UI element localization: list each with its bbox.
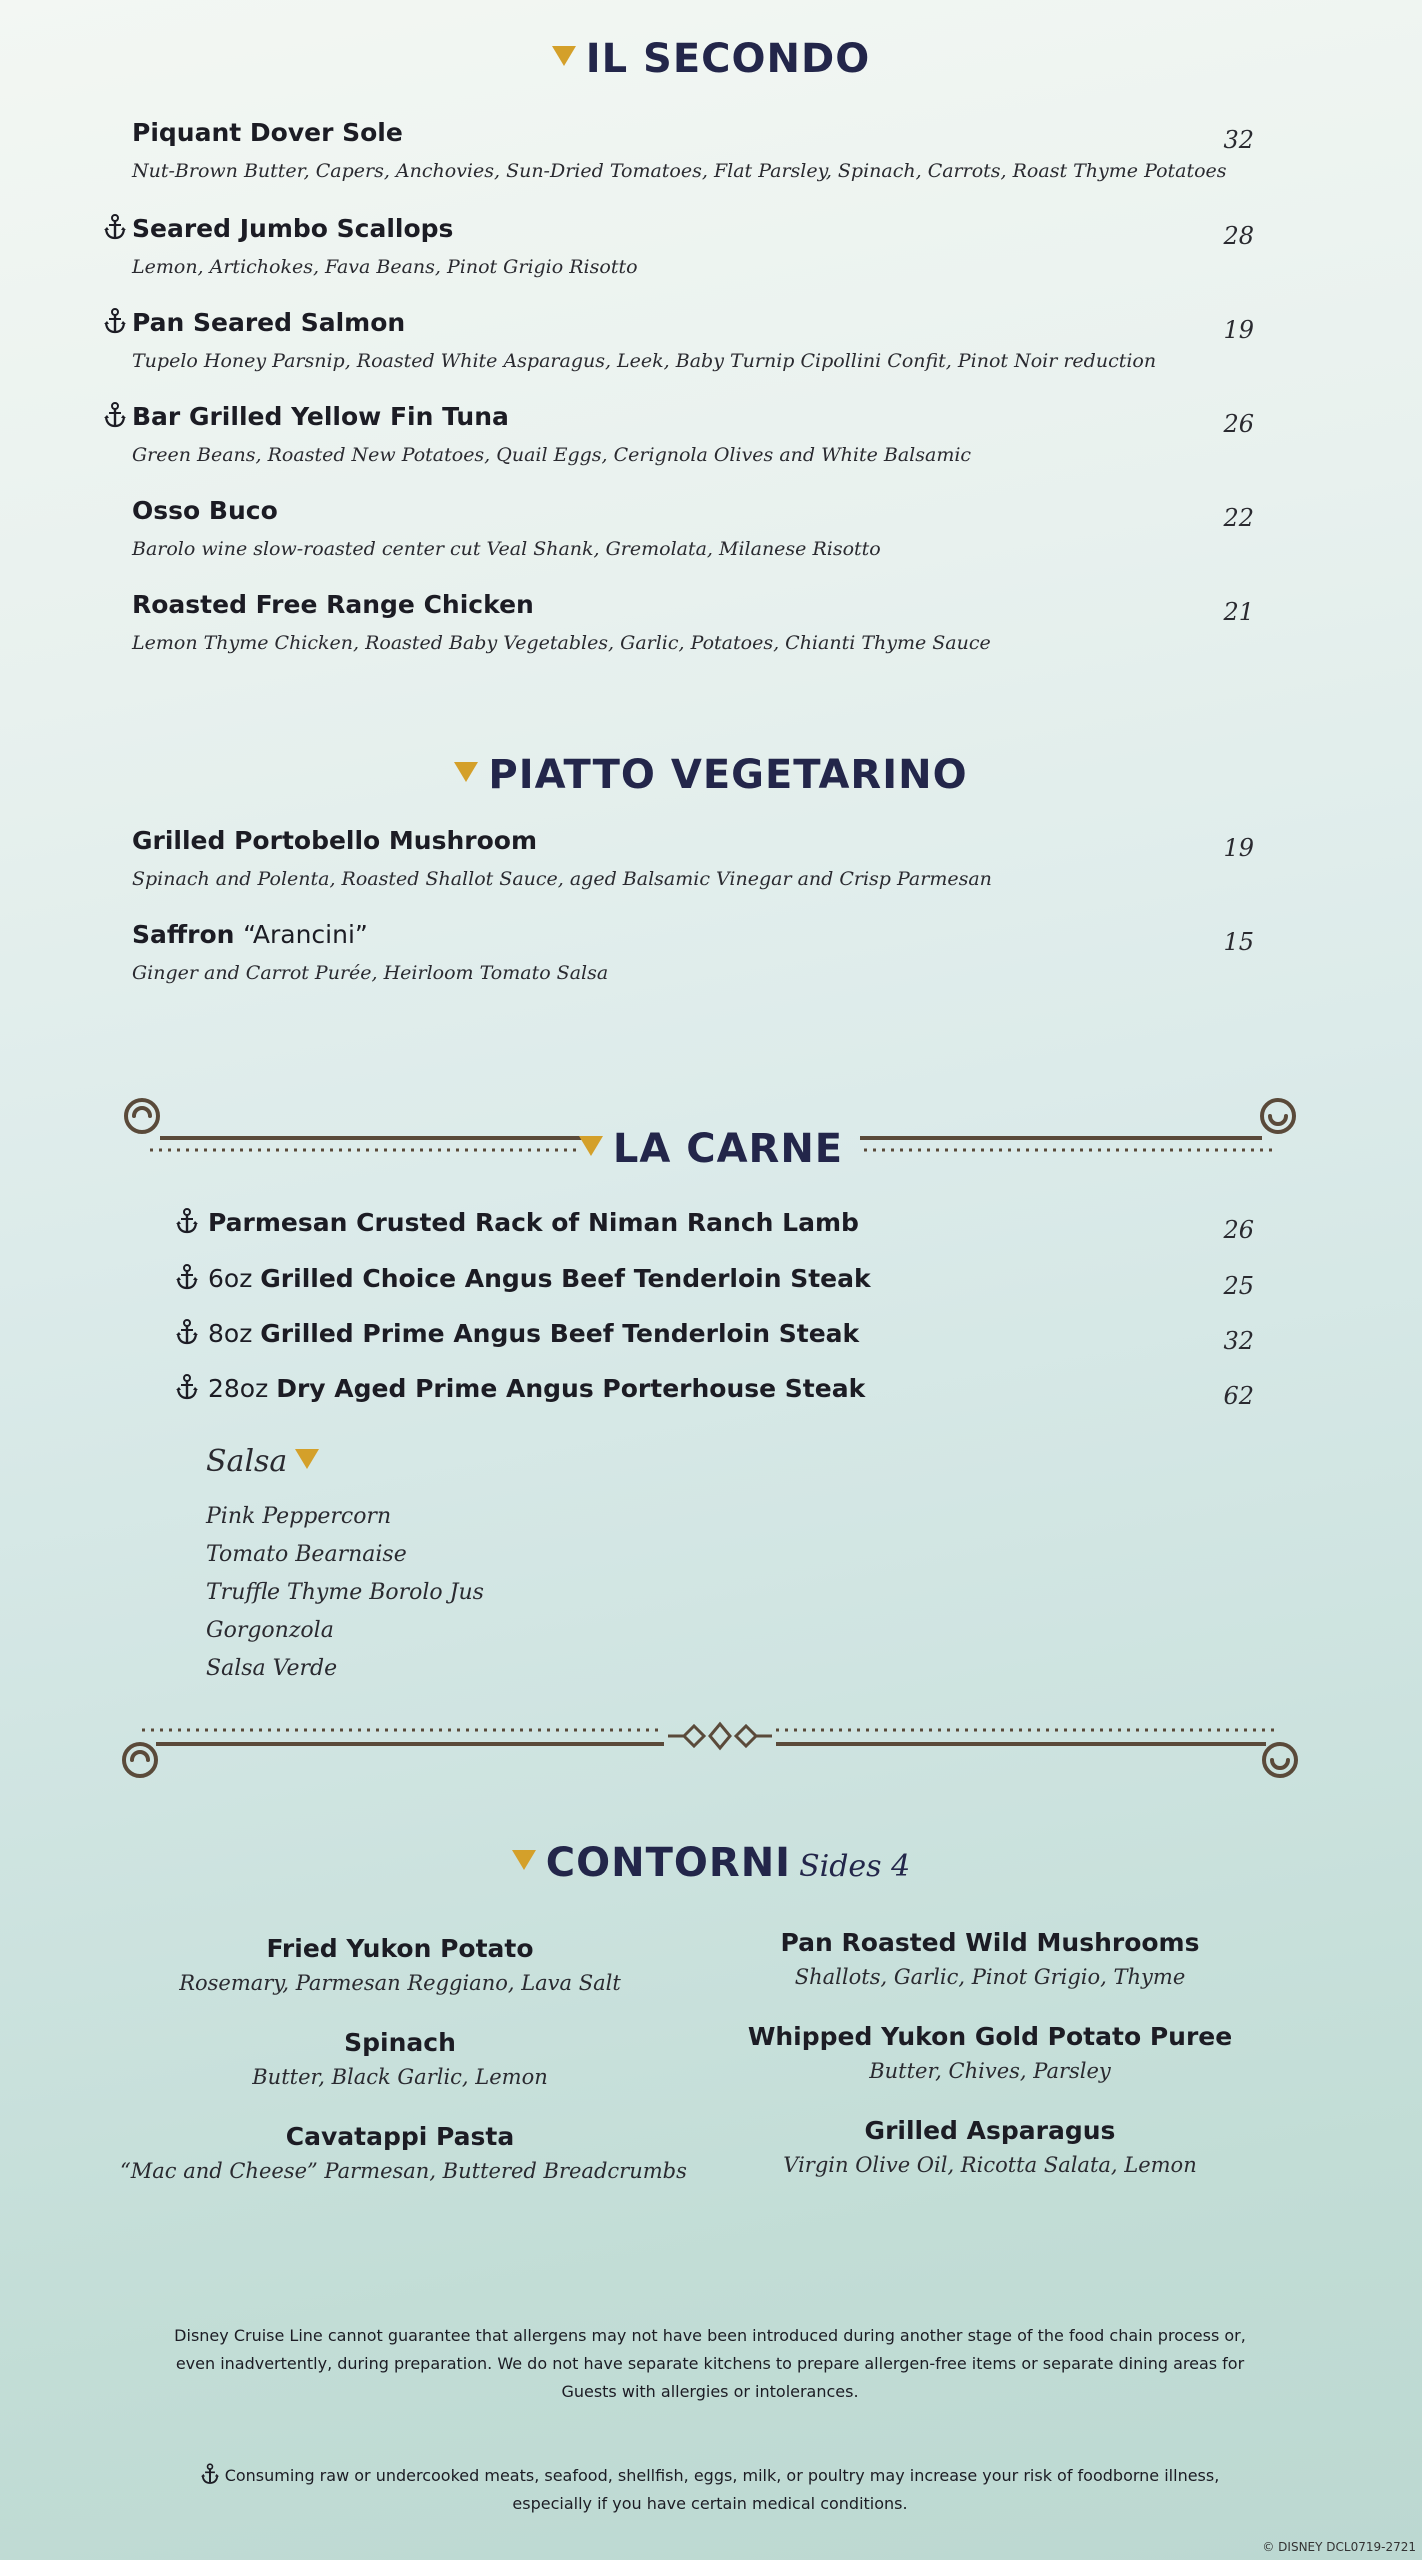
item-name: Grilled Portobello Mushroom <box>132 826 538 855</box>
side-item <box>710 2116 1270 2177</box>
salsa-item: Salsa Verde <box>206 1656 338 1681</box>
item-description: Spinach and Polenta, Roasted Shallot Sauce, aged Balsamic Vinegar and Crisp Parmesan <box>132 868 992 890</box>
side-description: Shallots, Garlic, Pinot Grigio, Thyme <box>794 1965 1186 1989</box>
item-price: 25 <box>1223 1272 1254 1300</box>
item-name: 8oz Grilled Prime Angus Beef Tenderloin Steak <box>208 1319 860 1348</box>
side-item <box>710 1928 1270 1989</box>
item-price: 22 <box>1223 504 1254 532</box>
anchor-icon <box>176 1264 198 1290</box>
salsa-item: Pink Peppercorn <box>206 1504 392 1529</box>
side-description: Virgin Olive Oil, Ricotta Salata, Lemon <box>783 2153 1197 2177</box>
item-price: 15 <box>1223 928 1254 956</box>
side-name: Cavatappi Pasta <box>285 2122 515 2151</box>
side-name: Whipped Yukon Gold Potato Puree <box>747 2022 1233 2051</box>
item-price: 32 <box>1223 1327 1254 1355</box>
anchor-icon <box>176 1208 198 1234</box>
side-name: Pan Roasted Wild Mushrooms <box>780 1928 1200 1957</box>
side-name: Grilled Asparagus <box>864 2116 1116 2145</box>
section-title-il-secondo: IL SECONDO <box>0 36 1422 82</box>
item-description: Lemon Thyme Chicken, Roasted Baby Vegetables, Garlic, Potatoes, Chianti Thyme Sauce <box>132 632 991 654</box>
item-description: Barolo wine slow-roasted center cut Veal Shank, Gremolata, Milanese Risotto <box>132 538 881 560</box>
item-name: Seared Jumbo Scallops <box>132 214 454 243</box>
item-price: 62 <box>1223 1382 1254 1410</box>
item-price: 19 <box>1223 316 1254 344</box>
item-price: 26 <box>1223 410 1254 438</box>
item-description: Tupelo Honey Parsnip, Roasted White Asparagus, Leek, Baby Turnip Cipollini Confit, Pinot Noir reduction <box>132 350 1157 372</box>
triangle-icon <box>552 46 576 66</box>
salsa-title: Salsa <box>206 1444 319 1479</box>
item-description: Nut-Brown Butter, Capers, Anchovies, Sun-Dried Tomatoes, Flat Parsley, Spinach, Carrots, Roast Thyme Potatoes <box>132 160 1227 182</box>
side-name: Spinach <box>344 2028 456 2057</box>
salsa-item: Gorgonzola <box>206 1618 334 1643</box>
item-price: 21 <box>1223 598 1254 626</box>
item-name: 6oz Grilled Choice Angus Beef Tenderloin Steak <box>208 1264 871 1293</box>
item-price: 32 <box>1223 126 1254 154</box>
item-name: 28oz Dry Aged Prime Angus Porterhouse Steak <box>208 1374 866 1403</box>
salsa-item: Tomato Bearnaise <box>206 1542 407 1567</box>
anchor-icon <box>104 214 126 240</box>
side-item <box>710 2022 1270 2083</box>
section-title-contorni: CONTORNI Sides 4 <box>0 1840 1422 1886</box>
triangle-icon <box>295 1449 319 1469</box>
anchor-icon <box>104 402 126 428</box>
salsa-item: Truffle Thyme Borolo Jus <box>206 1580 484 1605</box>
item-price: 19 <box>1223 834 1254 862</box>
side-description: “Mac and Cheese” Parmesan, Buttered Breadcrumbs <box>120 2159 687 2183</box>
section-title-la-carne: LA CARNE <box>0 1126 1422 1172</box>
item-price: 26 <box>1223 1216 1254 1244</box>
item-price: 28 <box>1223 222 1254 250</box>
anchor-icon <box>176 1374 198 1400</box>
item-description: Lemon, Artichokes, Fava Beans, Pinot Grigio Risotto <box>132 256 638 278</box>
item-name: Pan Seared Salmon <box>132 308 406 337</box>
side-item <box>120 2122 687 2183</box>
item-description: Green Beans, Roasted New Potatoes, Quail Eggs, Cerignola Olives and White Balsamic <box>132 444 972 466</box>
item-name: Saffron “Arancini” <box>132 920 368 949</box>
item-description: Ginger and Carrot Purée, Heirloom Tomato Salsa <box>132 962 609 984</box>
triangle-icon <box>512 1850 536 1870</box>
anchor-icon <box>201 2463 219 2485</box>
triangle-icon <box>579 1136 603 1156</box>
contorni-subtitle: Sides 4 <box>799 1849 911 1884</box>
side-name: Fried Yukon Potato <box>266 1934 534 1963</box>
side-description: Butter, Black Garlic, Lemon <box>252 2065 548 2089</box>
section-title-piatto-vegetarino: PIATTO VEGETARINO <box>0 752 1422 798</box>
ornamental-divider-bottom <box>0 1712 1422 1802</box>
item-name: Osso Buco <box>132 496 278 525</box>
item-name: Piquant Dover Sole <box>132 118 403 147</box>
anchor-icon <box>176 1319 198 1345</box>
anchor-icon <box>104 308 126 334</box>
allergen-disclaimer: Disney Cruise Line cannot guarantee that allergens may not have been introduced during another stage of the food chain process or, even inadvertently, during preparation. We do not have separate kitchens to prepare allergen-free items or separate dining areas for Guests with allergies or intolerances. <box>174 2326 1246 2401</box>
side-item <box>120 2028 680 2089</box>
triangle-icon <box>454 762 478 782</box>
copyright: © DISNEY DCL0719-2721 <box>1262 2540 1416 2554</box>
side-item <box>120 1934 680 1995</box>
side-description: Rosemary, Parmesan Reggiano, Lava Salt <box>179 1971 621 1995</box>
item-name: Bar Grilled Yellow Fin Tuna <box>132 402 509 431</box>
side-description: Butter, Chives, Parsley <box>869 2059 1111 2083</box>
item-name: Roasted Free Range Chicken <box>132 590 534 619</box>
consumption-disclaimer: Consuming raw or undercooked meats, seafood, shellfish, eggs, milk, or poultry may increase your risk of foodborne illness, especially if you have certain medical conditions. <box>170 2462 1250 2518</box>
item-name: Parmesan Crusted Rack of Niman Ranch Lamb <box>208 1208 859 1237</box>
